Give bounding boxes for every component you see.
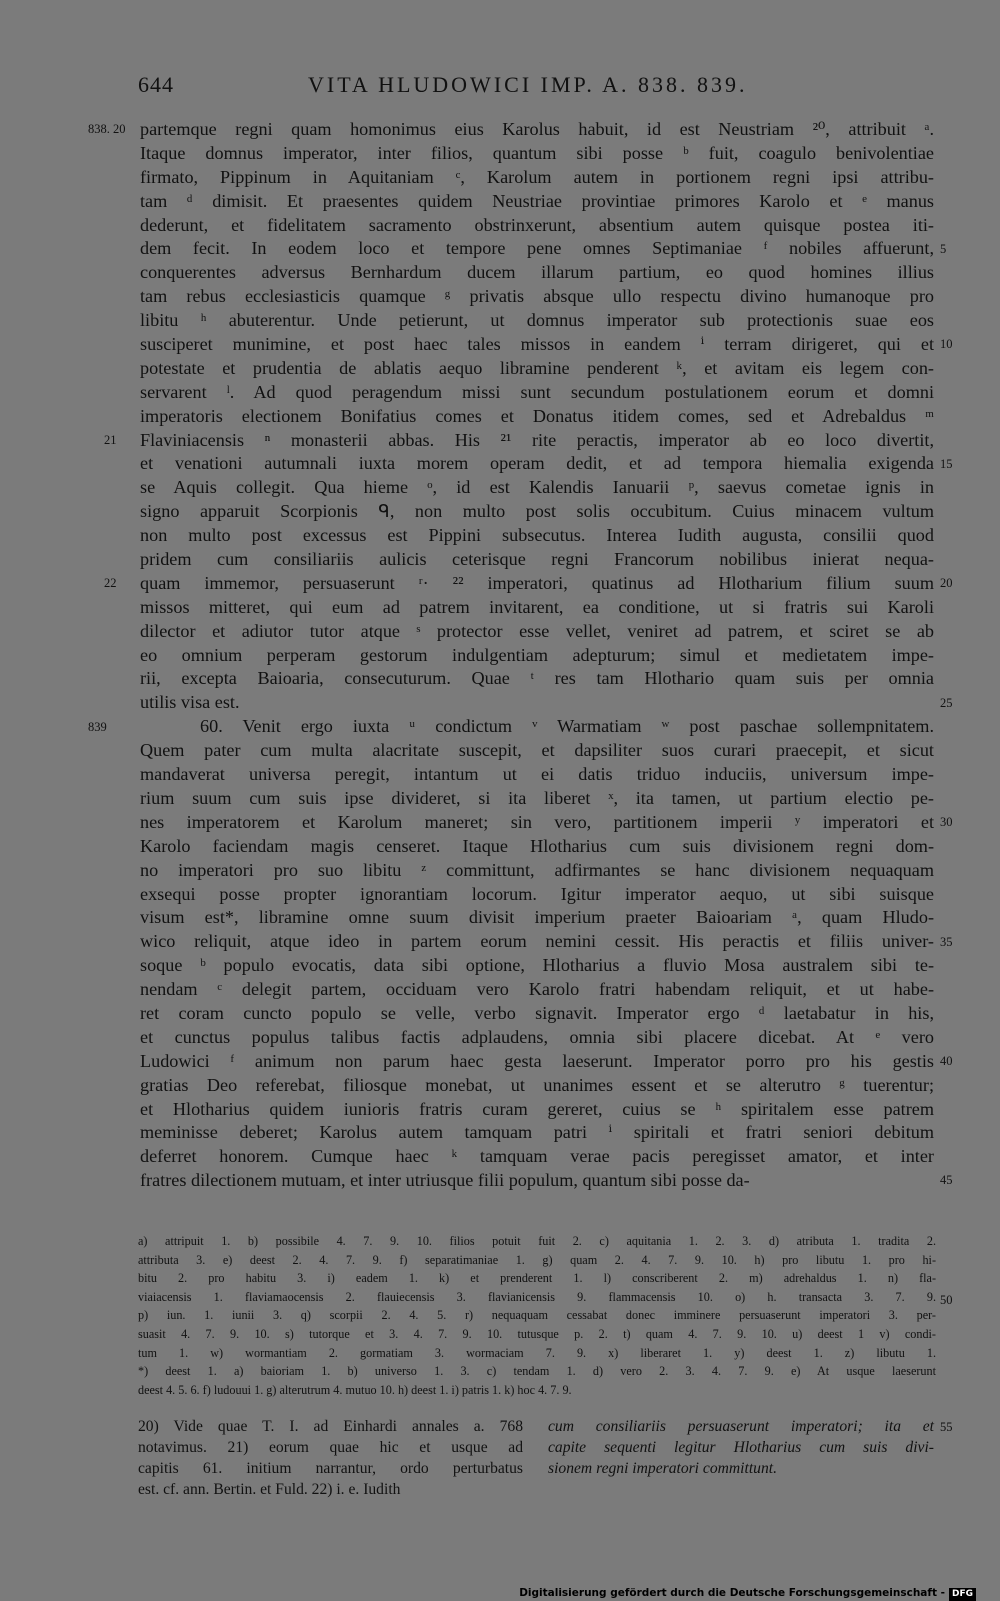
main-lines-line: conquerentes adversus Bernhardum ducem illarum partium, eo quod homines illius: [140, 262, 934, 283]
line-number-25: 25: [940, 695, 953, 710]
variant-lines-line: attributa 3. e) deest 2. 4. 7. 9. f) separatimaniae 1. g) quam 2. 4. 7. 9. 10. h) pro libutu 1. pro hi-: [138, 1252, 936, 1267]
main-lines-line: servarent ˡ. Ad quod peragendum missi sunt secundum postulationem eorum et domni: [140, 381, 934, 402]
footer-credit: [519, 1585, 976, 1601]
footer-text: Digitalisierung gefördert durch die Deutsche Forschungsgemeinschaft -: [519, 1587, 945, 1599]
notes-right-line: sionem regni imperatori committunt.: [548, 1460, 777, 1477]
main-lines-line: non multo post excessus est Pippini subsecutus. Interea Iudith augusta, consilii quod: [140, 525, 934, 546]
main-lines-line: signo apparuit Scorpionis ᑫ, non multo post solis occubitum. Cuius minacem vultum: [140, 501, 934, 522]
margin-year-838: 838. 20: [88, 122, 126, 136]
main-lines-line: ret coram cuncto populo se velle, verbo signavit. Imperator ergo ᵈ laetabatur in his,: [140, 1002, 934, 1023]
footnotes-right: [548, 1416, 934, 1479]
margin-year-839: 839: [88, 719, 107, 734]
main-lines-line: 60. Venit ergo iuxta ᵘ condictum ᵛ Warmatiam ʷ post paschae sollempnitatem.: [200, 716, 934, 737]
main-lines-line: quam immemor, persuaserunt ʳ· ²² imperatori, quatinus ad Hlotharium filium suum: [140, 572, 934, 593]
line-number-45: 45: [940, 1173, 953, 1188]
line-number-20: 20: [940, 576, 953, 590]
variant-lines-line: p) iun. 1. iunii 3. q) scorpii 2. 4. 5. r) nequaquam cessabat donec imminere persuaserunt imperatori 3. per-: [138, 1308, 936, 1323]
page-number: 644: [138, 72, 174, 97]
page-header: [138, 72, 938, 102]
variant-readings: [138, 1232, 936, 1399]
main-lines-line: dederunt, et fidelitatem sacramento obstrinxerunt, absentium autem quisque postea iti-: [140, 214, 934, 235]
main-lines-line: Quem pater cum multa alacritate suscepit, et dapsiliter suos curari praecepit, et sicut: [140, 740, 934, 761]
main-lines-line: tam rebus ecclesiasticis quamque ᵍ privatis absque ullo respectu divino humanoque pro: [140, 286, 934, 307]
digitization-footer: [0, 1585, 1000, 1601]
line-number-5: 5: [940, 241, 947, 256]
notes-left-line: notavimus. 21) eorum quae hic et usque ad: [138, 1439, 523, 1456]
notes-right-line: cum consiliariis persuaserunt imperatori; ita et: [548, 1418, 934, 1435]
main-lines-line: Karolo faciendam magis censeret. Itaque Hlotharius cum suis divisionem regni dom-: [140, 835, 934, 856]
main-lines-line: et venationi autumnali iuxta morem operam dedit, et ad tempora hiemalia exigenda: [140, 453, 934, 474]
variant-lines-line: viaiacensis 1. flaviamaocensis 2. flauiecensis 3. flavianicensis 9. flammacensis 10. o) h. transacta 3. 7. 9.: [138, 1289, 936, 1304]
notes-left-line: est. cf. ann. Bertin. et Fuld. 22) i. e. Iudith: [138, 1481, 401, 1498]
main-lines-line: nendam ᶜ delegit partem, occiduam vero Karolo fratri habendam reliquit, et ut habe-: [140, 979, 934, 1000]
main-lines-line: imperatoris electionem Bonifatius comes et Donatus itidem comes, sed et Adrebaldus ᵐ: [140, 405, 934, 426]
notes-right-line: capite sequenti legitur Hlotharius cum suis divi-: [548, 1439, 934, 1456]
main-lines-line: utilis visa est.: [140, 692, 240, 713]
main-lines-line: se Aquis collegit. Qua hieme ᵒ, id est Kalendis Ianuarii ᵖ, saevus cometae ignis in: [140, 477, 934, 498]
main-lines-line: rium suum cum suis ipse divideret, si ita liberet ˣ, ita tamen, ut partium electio pe-: [140, 787, 934, 808]
variant-lines-line: bitu 2. pro habitu 3. i) eadem 1. k) et prenderent 1. l) conscriberent 2. m) adrehaldus 1. n) fla-: [138, 1271, 936, 1286]
main-lines-line: gratias Deo referebat, filiosque monebat, ut unanimes essent et se alterutro ᵍ tuerentur;: [140, 1074, 934, 1095]
main-lines-line: pridem cum consiliariis aulicis ceterisque regni Francorum nobilibus inierat nequa-: [140, 549, 934, 570]
line-number-50: 50: [940, 1293, 953, 1307]
main-lines-line: dem fecit. In eodem loco et tempore pene omnes Septimaniae ᶠ nobiles affuerunt,: [140, 238, 934, 259]
main-lines-line: meminisse deberet; Karolus autem tamquam patri ⁱ spiritali et fratri seniori debitum: [140, 1122, 934, 1143]
running-title: VITA HLUDOWICI IMP. A. 838. 839.: [308, 72, 748, 97]
main-lines-line: tam ᵈ dimisit. Et praesentes quidem Neustriae provintiae primores Karolo et ᵉ manus: [140, 190, 934, 211]
main-lines-line: exsequi posse propter ignorantiam locorum. Igitur imperator aequo, ut sibi suisque: [140, 883, 934, 904]
variant-lines-line: *) deest 1. a) baioriam 1. b) universo 1. 3. c) tendam 1. d) vero 2. 3. 4. 7. 9. e) At usque laeserunt: [138, 1364, 936, 1379]
main-lines-line: rii, excepta Baioaria, consecuturum. Quae ᵗ res tam Hlothario quam suis per omnia: [140, 668, 934, 689]
line-number-55: 55: [940, 1420, 953, 1434]
line-number-40: 40: [940, 1054, 953, 1068]
main-lines-line: nes imperatorem et Karolum maneret; sin vero, partitionem imperii ʸ imperatori et: [140, 811, 934, 832]
main-lines-line: firmato, Pippinum in Aquitaniam ᶜ, Karolum autem in portionem regni ipsi attribu-: [140, 166, 934, 187]
main-lines-line: wico reliquit, atque ideo in partem eorum nemini cessit. His peractis et filiis univer-: [140, 931, 934, 952]
line-number-10: 10: [940, 337, 953, 352]
notes-left-line: capitis 61. initium narrantur, ordo perturbatus: [138, 1460, 523, 1477]
line-number-30: 30: [940, 815, 953, 829]
variant-lines-line: suasit 4. 7. 9. 10. s) tutorque et 3. 4. 7. 9. 10. tutusque p. 2. t) quam 4. 7. 9. 10. u) deest 1 v) condi-: [138, 1326, 936, 1341]
margin-note-22: 22: [104, 576, 117, 590]
main-lines-line: eo omnium perperam gestorum indulgentiam adepturum; simul et medietatem impe-: [140, 644, 934, 665]
main-lines-line: potestate et prudentia de ablatis aequo libramine penderent ᵏ, et avitam eis legem con-: [140, 357, 934, 378]
main-lines-line: et cunctus populus talibus factis adplaudens, omnia sibi placere dicebat. At ᵉ vero: [140, 1026, 934, 1047]
variant-lines-line: a) attripuit 1. b) possibile 4. 7. 9. 10. filios potuit fuit 2. c) aquitania 1. 2. 3. d) atributa 1. tradita 2.: [138, 1234, 936, 1248]
main-lines-line: Itaque domnus imperator, inter filios, quantum sibi posse ᵇ fuit, coagulo benivolentiae: [140, 142, 934, 163]
line-number-15: 15: [940, 456, 953, 471]
main-lines-line: mandaverat universa peregit, intantum ut ei datis triduo induciis, universum impe-: [140, 764, 934, 785]
dfg-logo: DFG: [949, 1588, 976, 1601]
main-lines-line: susciperet munimine, et post haec tales missos in eandem ⁱ terram dirigeret, qui et: [140, 334, 934, 355]
line-number-35: 35: [940, 934, 953, 949]
main-lines-line: no imperatori pro suo libitu ᶻ committunt, adfirmantes se hanc divisionem nequaquam: [140, 859, 934, 880]
main-lines-line: et Hlotharius quidem iunioris fratris curam gereret, cuius se ʰ spiritalem esse patrem: [140, 1098, 934, 1119]
notes-left-line: 20) Vide quae T. I. ad Einhardi annales a. 768: [138, 1418, 523, 1435]
main-lines-line: libitu ʰ abuterentur. Unde petierunt, ut domnus imperator sub protectionis suae eos: [140, 310, 934, 331]
main-lines-line: partemque regni quam homonimus eius Karolus habuit, id est Neustriam ²⁰, attribuit ᵃ.: [140, 119, 934, 139]
main-lines-line: soque ᵇ populo evocatis, data sibi optione, Hlotharius a fluvio Mosa australem sibi te-: [140, 955, 934, 976]
main-lines-line: deferret honorem. Cumque haec ᵏ tamquam verae pacis peregisset amator, et inter: [140, 1146, 934, 1167]
main-lines-line: dilector et adiutor tutor atque ˢ protector esse vellet, veniret ad patrem, et sciret se ab: [140, 620, 934, 641]
main-lines-line: visum est*, libramine omne suum divisit imperium praeter Baioariam ᵃ, quam Hludo-: [140, 907, 934, 928]
main-lines-line: Flaviniacensis ⁿ monasterii abbas. His ²¹ rite peractis, imperator ab eo loco divertit,: [140, 429, 934, 450]
main-lines-line: fratres dilectionem mutuam, et inter utriusque filii populum, quantum sibi posse da-: [140, 1170, 750, 1191]
main-lines-line: missos mitteret, qui eum ad patrem invitarent, ea conditione, ut si fratris sui Karoli: [140, 596, 934, 617]
footnotes-left: [138, 1416, 523, 1500]
main-text: [140, 118, 934, 1193]
margin-note-21: 21: [104, 432, 117, 447]
variant-lines-line: deest 4. 5. 6. f) ludouui 1. g) alterutrum 4. mutuo 10. h) deest 1. i) patris 1. k) hoc 4. 7. 9.: [138, 1382, 572, 1397]
variant-lines-line: tum 1. w) wormantiam 2. gormatiam 3. wormaciam 7. 9. x) liberaret 1. y) deest 1. z) libutu 1.: [138, 1345, 936, 1360]
main-lines-line: Ludowici ᶠ animum non parum haec gesta laeserunt. Imperator porro pro his gestis: [140, 1050, 934, 1071]
